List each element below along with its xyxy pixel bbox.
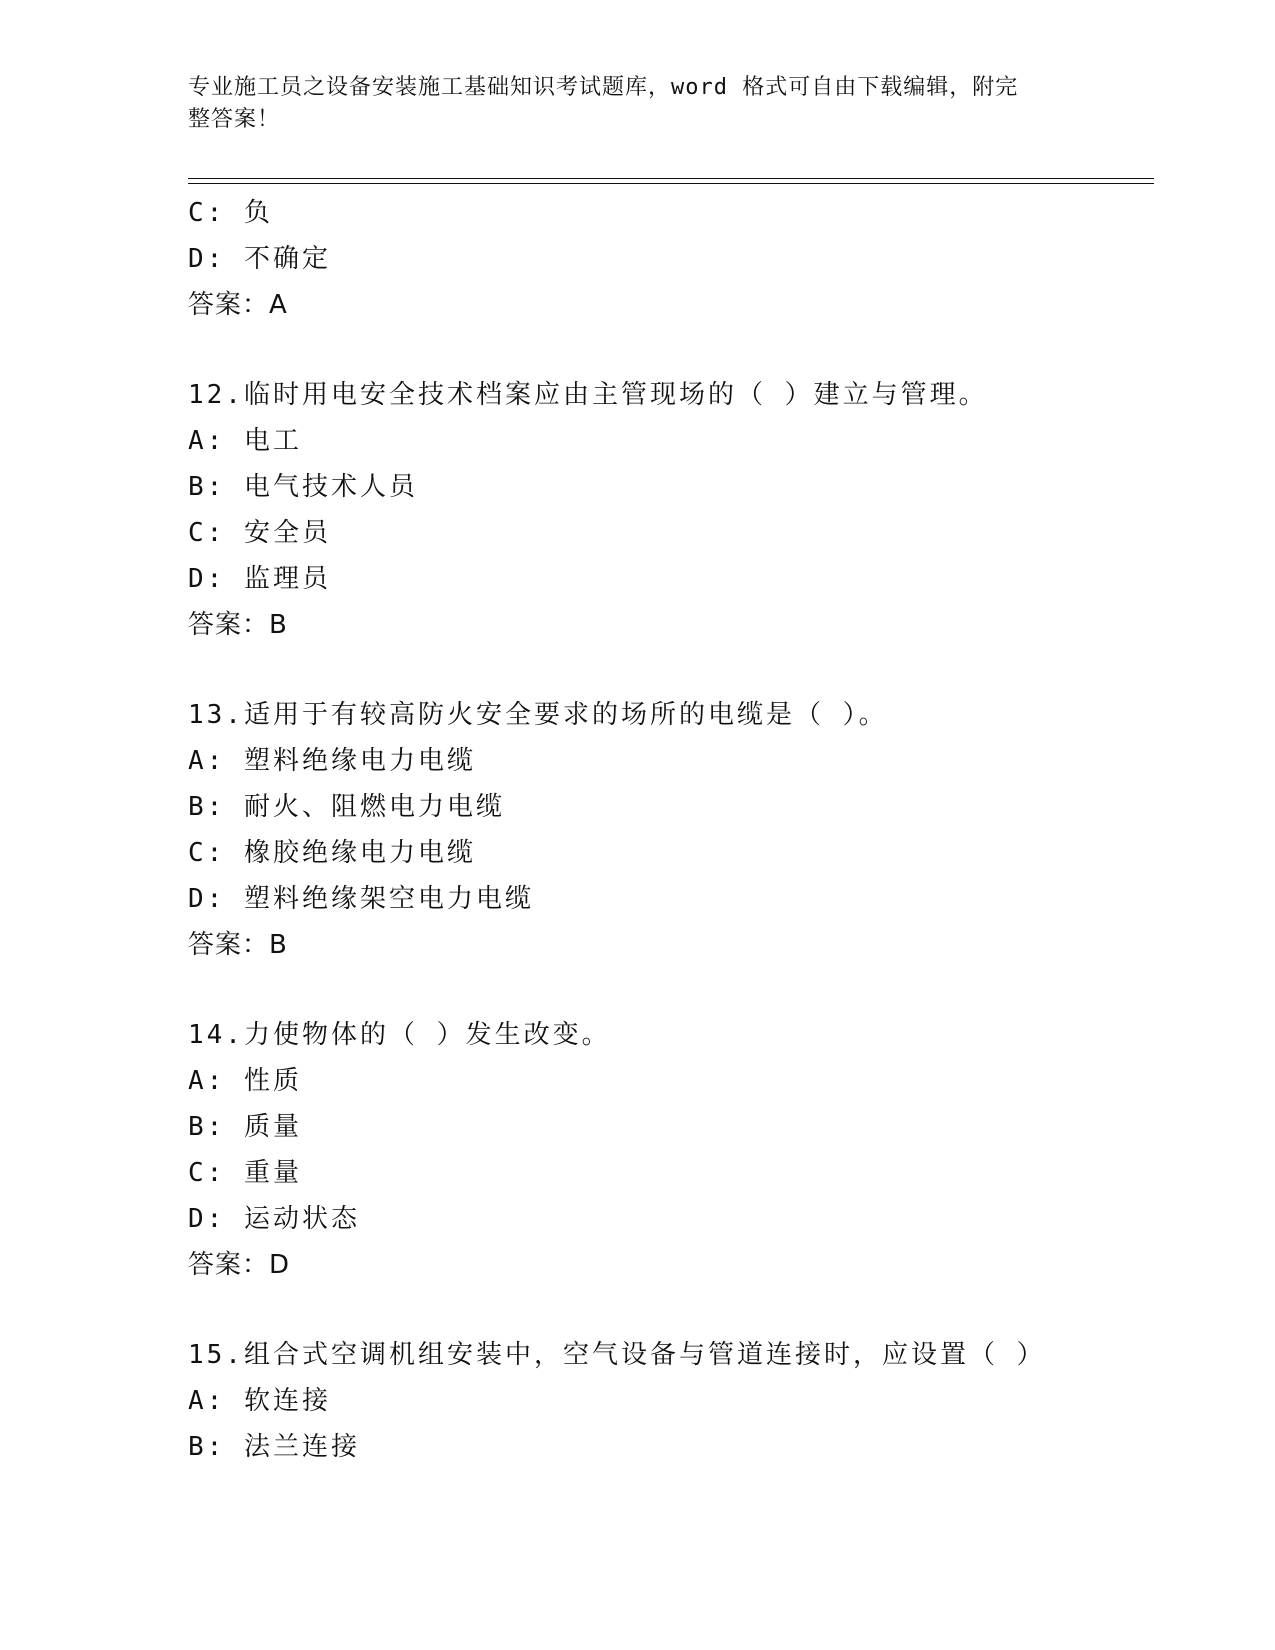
spacer <box>188 648 1148 692</box>
option-a: A: 性质 <box>188 1066 302 1096</box>
header-line-1: 专业施工员之设备安装施工基础知识考试题库，word 格式可自由下载编辑，附完 <box>188 75 1019 100</box>
question-stem: 13.适用于有较高防火安全要求的场所的电缆是（ ）。 <box>188 700 888 730</box>
answer-line: 答案：B <box>188 930 288 960</box>
question-12 <box>188 372 1148 648</box>
option-c: C: 负 <box>188 198 273 228</box>
option-b: B: 质量 <box>188 1112 302 1142</box>
option-b: B: 电气技术人员 <box>188 472 418 502</box>
option-c: C: 安全员 <box>188 518 331 548</box>
header-divider-top <box>188 178 1154 179</box>
spacer <box>188 328 1148 372</box>
question-13 <box>188 692 1148 968</box>
option-a: A: 塑料绝缘电力电缆 <box>188 746 476 776</box>
header-line-2: 整答案！ <box>188 107 281 132</box>
option-c: C: 重量 <box>188 1158 302 1188</box>
option-d: D: 不确定 <box>188 244 331 274</box>
question-14 <box>188 1012 1148 1288</box>
option-c: C: 橡胶绝缘电力电缆 <box>188 838 476 868</box>
spacer <box>188 1288 1148 1332</box>
page-header <box>188 72 1088 136</box>
option-a: A: 电工 <box>188 426 302 456</box>
question-stem: 12.临时用电安全技术档案应由主管现场的（ ）建立与管理。 <box>188 380 988 410</box>
header-divider-bottom <box>188 183 1154 184</box>
option-d: D: 运动状态 <box>188 1204 360 1234</box>
answer-line: 答案：A <box>188 290 288 320</box>
question-stem: 15.组合式空调机组安装中，空气设备与管道连接时，应设置（ ） <box>188 1340 1046 1370</box>
question-stem: 14.力使物体的（ ）发生改变。 <box>188 1020 611 1050</box>
option-d: D: 塑料绝缘架空电力电缆 <box>188 884 534 914</box>
question-list <box>188 190 1148 1470</box>
answer-line: 答案：B <box>188 610 288 640</box>
option-b: B: 法兰连接 <box>188 1432 360 1462</box>
option-a: A: 软连接 <box>188 1386 331 1416</box>
question-15 <box>188 1332 1148 1470</box>
spacer <box>188 968 1148 1012</box>
option-d: D: 监理员 <box>188 564 331 594</box>
question-11-continued <box>188 190 1148 328</box>
option-b: B: 耐火、阻燃电力电缆 <box>188 792 505 822</box>
answer-line: 答案：D <box>188 1250 291 1280</box>
